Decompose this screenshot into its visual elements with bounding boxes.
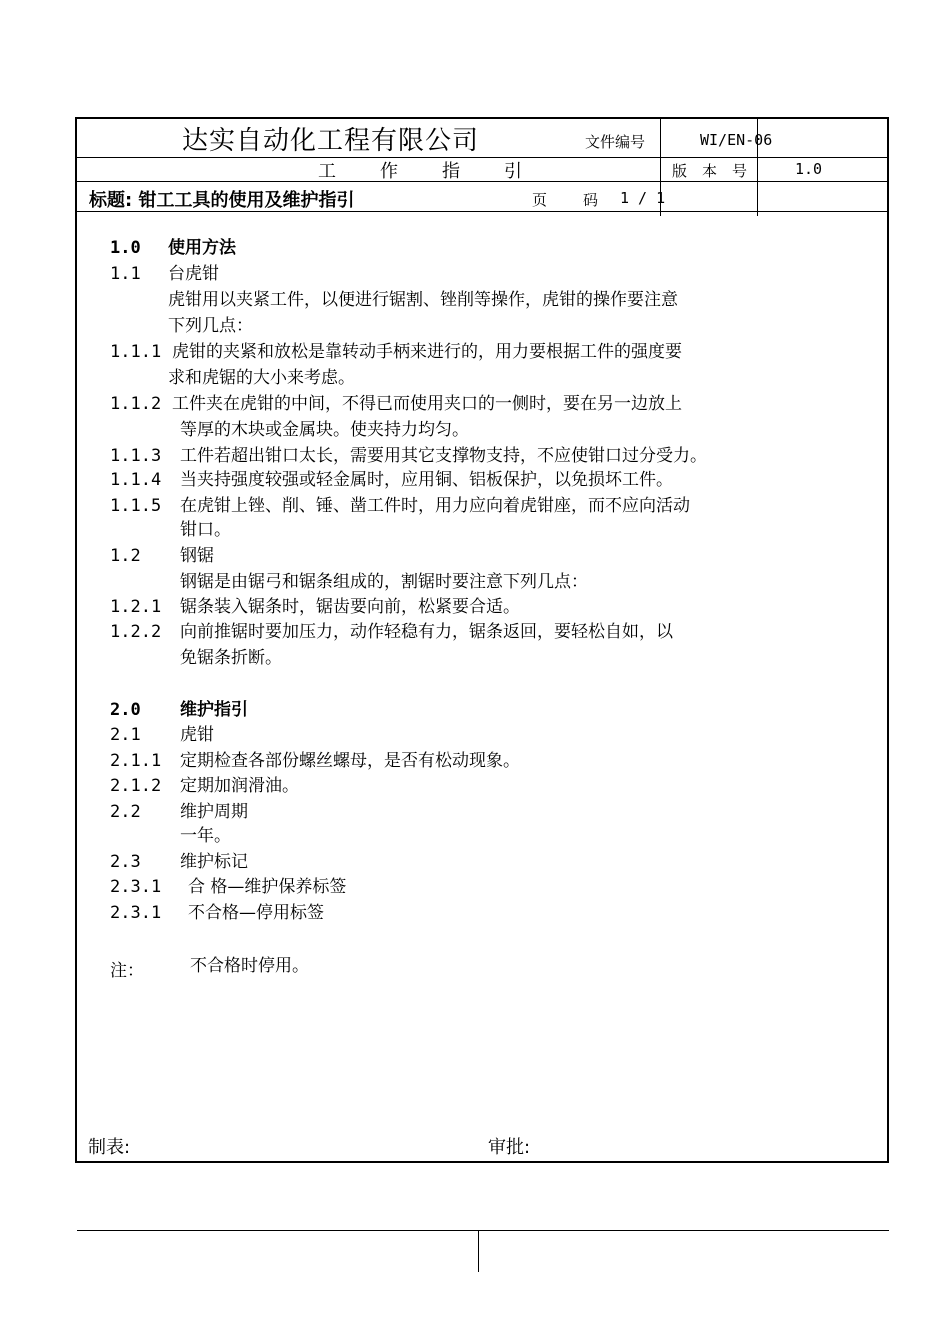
body-line: 工件夹在虎钳的中间，不得已而使用夹口的一侧时，要在另一边放上 xyxy=(172,394,682,414)
body-line: 下列几点： xyxy=(168,316,253,336)
section-number: 2.3.1 xyxy=(110,903,162,923)
body-line: 定期检查各部份螺丝螺母，是否有松动现象。 xyxy=(180,751,520,771)
document-type: 工 作 指 引 xyxy=(318,161,522,182)
body-line: 虎钳用以夹紧工件，以便进行锯割、锉削等操作，虎钳的操作要注意 xyxy=(168,290,678,310)
body-line: 不合格时停用。 xyxy=(190,956,309,976)
section-number: 1.1.3 xyxy=(110,446,162,466)
section-number: 注： xyxy=(110,961,144,981)
page-label: 页 码 xyxy=(532,191,605,209)
section-number: 2.0 xyxy=(110,700,141,720)
body-line: 维护周期 xyxy=(180,802,248,822)
body-line: 免锯条折断。 xyxy=(180,648,282,668)
document-title: 标题: 钳工工具的使用及维护指引 xyxy=(89,190,355,211)
body-line: 钢锯 xyxy=(180,546,214,566)
approved-by-label: 审批: xyxy=(488,1137,531,1158)
section-number: 2.3.1 xyxy=(110,877,162,897)
body-line: 锯条装入锯条时，锯齿要向前，松紧要合适。 xyxy=(180,597,520,617)
page-footer-rule xyxy=(77,1230,889,1231)
body-line: 维护标记 xyxy=(180,852,248,872)
body-line: 定期加润滑油。 xyxy=(180,776,299,796)
section-number: 1.1.2 xyxy=(110,394,162,414)
section-number: 2.1 xyxy=(110,725,141,745)
body-line: 工件若超出钳口太长，需要用其它支撑物支持，不应使钳口过分受力。 xyxy=(180,446,707,466)
section-number: 1.1.5 xyxy=(110,496,162,516)
section-number: 2.1.1 xyxy=(110,751,162,771)
body-line: 台虎钳 xyxy=(168,264,219,284)
section-number: 1.2 xyxy=(110,546,141,566)
company-name: 达实自动化工程有限公司 xyxy=(182,126,480,156)
section-number: 1.1 xyxy=(110,264,141,284)
body-line: 钳口。 xyxy=(180,520,231,540)
body-line: 合 格—维护保养标签 xyxy=(188,877,347,897)
section-number: 1.2.2 xyxy=(110,622,162,642)
body-line: 等厚的木块或金属块。使夹持力均匀。 xyxy=(180,420,469,440)
section-number: 1.1.1 xyxy=(110,342,162,362)
section-number: 2.2 xyxy=(110,802,141,822)
body-line: 一年。 xyxy=(180,826,231,846)
body-line: 不合格—停用标签 xyxy=(188,903,324,923)
body-line: 虎钳 xyxy=(180,725,214,745)
section-heading: 维护指引 xyxy=(180,700,248,720)
file-number-value: WI/EN-06 xyxy=(700,131,773,149)
section-number: 1.0 xyxy=(110,238,141,258)
version-value: 1.0 xyxy=(795,160,823,178)
body-line: 钢锯是由锯弓和锯条组成的，割锯时要注意下列几点： xyxy=(180,572,588,592)
section-heading: 使用方法 xyxy=(168,238,236,258)
section-number: 1.2.1 xyxy=(110,597,162,617)
version-label: 版 本 号 xyxy=(672,162,751,180)
page-footer-divider xyxy=(478,1230,479,1272)
prepared-by-label: 制表: xyxy=(88,1137,131,1158)
body-line: 向前推锯时要加压力，动作轻稳有力，锯条返回，要轻松自如，以 xyxy=(180,622,673,642)
page-value: 1 / 1 xyxy=(620,189,666,207)
section-number: 2.3 xyxy=(110,852,141,872)
body-line: 在虎钳上锉、削、锤、凿工件时，用力应向着虎钳座，而不应向活动 xyxy=(180,496,690,516)
section-number: 2.1.2 xyxy=(110,776,162,796)
body-line: 当夹持强度较强或轻金属时，应用铜、铝板保护，以免损坏工件。 xyxy=(180,470,673,490)
file-number-label: 文件编号 xyxy=(585,133,646,151)
body-line: 虎钳的夹紧和放松是靠转动手柄来进行的，用力要根据工件的强度要 xyxy=(172,342,682,362)
section-number: 1.1.4 xyxy=(110,470,162,490)
body-line: 求和虎锯的大小来考虑。 xyxy=(168,368,355,388)
